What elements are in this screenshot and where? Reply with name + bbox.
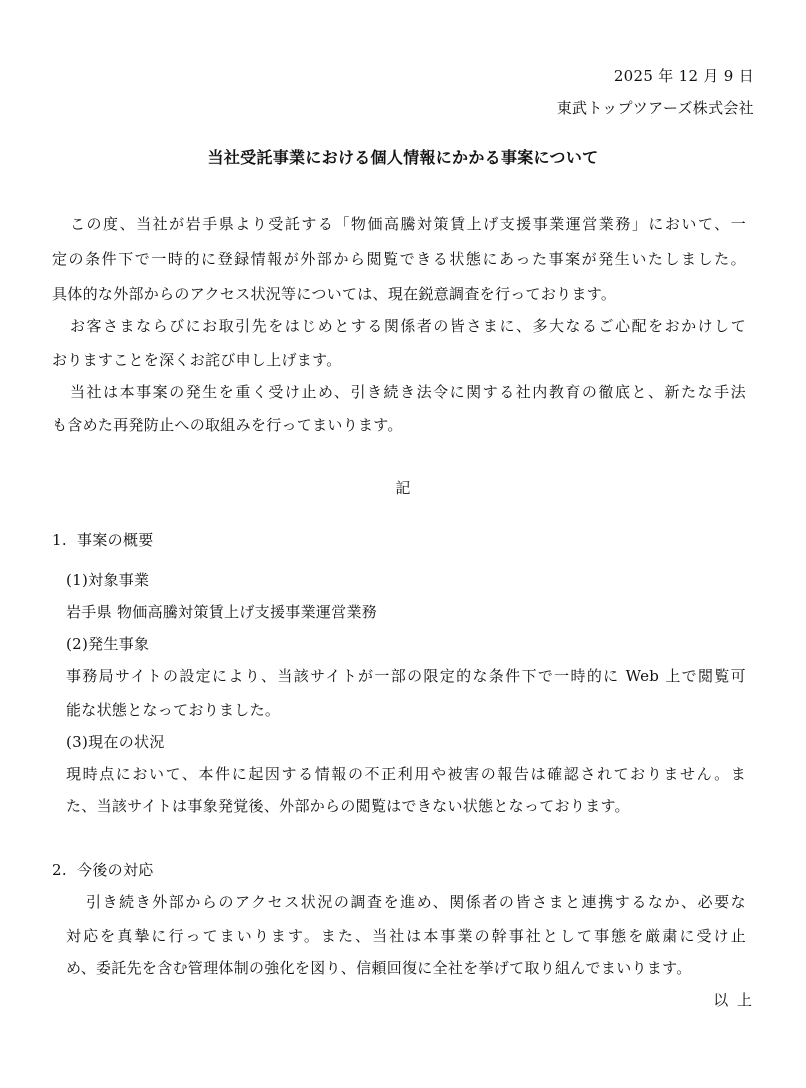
section-1-heading: 1. 事案の概要 <box>52 531 154 549</box>
sub1-text: 岩手県 物価高騰対策賃上げ支援事業運営業務 <box>66 603 378 621</box>
intro-p3-line1: 当社は本事案の発生を重く受け止め、引き続き法令に関する社内教育の徹底と、新たな手法 <box>70 383 746 401</box>
company-name: 東武トップツアーズ株式会社 <box>556 99 754 117</box>
sub1-label: (1)対象事業 <box>66 571 150 589</box>
intro-p1-line3: 具体的な外部からのアクセス状況等については、現在鋭意調査を行っております。 <box>52 285 617 303</box>
intro-p1-line1: この度、当社が岩手県より受託する「物価高騰対策賃上げ支援事業運営業務」において、一 <box>70 215 746 233</box>
page-title: 当社受託事業における個人情報にかかる事案について <box>207 148 599 167</box>
section-2-heading: 2. 今後の対応 <box>52 861 154 879</box>
sub2-line1: 事務局サイトの設定により、当該サイトが一部の限定的な条件下で一時的に Web 上で閲覧可 <box>66 667 746 685</box>
ki-mark: 記 <box>395 479 411 497</box>
closing-mark: 以 上 <box>713 991 754 1009</box>
sub2-line2: 能な状態となっておりました。 <box>66 701 281 719</box>
section-2-line2: 対応を真摯に行ってまいります。また、当社は本事業の幹事社として事態を厳粛に受け止 <box>66 927 746 945</box>
date: 2025 年 12 月 9 日 <box>613 67 754 85</box>
sub3-line2: た、当該サイトは事象発覚後、外部からの閲覧はできない状態となっております。 <box>66 797 630 815</box>
intro-p2-line2: おりますことを深くお詫び申し上げます。 <box>52 351 342 369</box>
section-2-line3: め、委託先を含む管理体制の強化を図り、信頼回復に全社を挙げて取り組んでまいります。 <box>66 959 692 977</box>
intro-p2-line1: お客さまならびにお取引先をはじめとする関係者の皆さまに、多大なるご心配をおかけして <box>70 317 746 335</box>
sub3-label: (3)現在の状況 <box>66 733 165 751</box>
sub3-line1: 現時点において、本件に起因する情報の不正利用や被害の報告は確認されておりません。ま <box>66 765 746 783</box>
intro-p3-line2: も含めた再発防止への取組みを行ってまいります。 <box>52 416 403 434</box>
section-2-line1: 引き続き外部からのアクセス状況の調査を進め、関係者の皆さまと連携するなか、必要な <box>86 893 746 911</box>
sub2-label: (2)発生事象 <box>66 635 150 653</box>
intro-p1-line2: 定の条件下で一時的に登録情報が外部から閲覧できる状態にあった事案が発生いたしました。 <box>52 250 746 268</box>
